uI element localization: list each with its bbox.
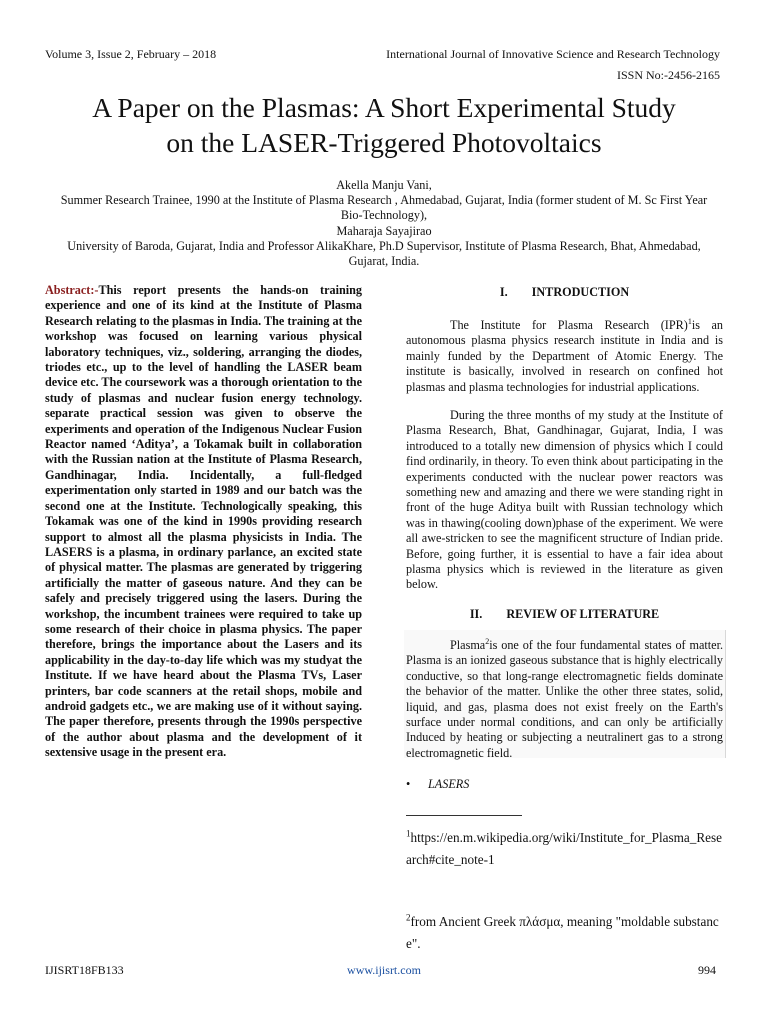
footnote-1-mark: 1 (406, 828, 411, 839)
title-line-1: A Paper on the Plasmas: A Short Experimental Study (92, 92, 676, 123)
footer-url-link[interactable]: www.ijisrt.com (347, 963, 421, 977)
affiliation-2a: University of Baroda, Gujarat, India and Professor AlikaKhare, Ph.D Supervisor, Institute of Plasma Research, Bhat, Ahmedabad, (67, 238, 701, 253)
bullet-label: LASERS (428, 777, 470, 791)
header-issn: ISSN No:-2456-2165 (616, 68, 720, 82)
footnote-2-mark: 2 (406, 912, 411, 923)
author-2: Maharaja Sayajirao (336, 223, 432, 238)
section-2-title: REVIEW OF LITERATURE (506, 607, 660, 621)
footnote-ref-1[interactable]: 1 (687, 316, 692, 326)
section-1-number: I. (499, 285, 508, 299)
author-1: Akella Manju Vani, (336, 178, 432, 192)
affiliation-1b: Bio-Technology), (340, 208, 428, 223)
review-paragraph-1: Plasma$^2$is one of the four fundamental states of matter. Plasma is an ionized gaseous substance that is highly electrically conductive, so that long-range electromagnetic fields dominate the behavior of the matter. Unlike the other three states, solid, liquid, and gas, plasma does not exist freely on the Earth's surface under normal conditions, and can only be artificially Induced by heating or subjecting a neutralinert gas to a strong electromagnetic field. (406, 636, 723, 760)
intro-paragraph-2: During the three months of my study at the Institute of Plasma Research, Bhat, Gandhinagar, Gujarat, India, I was introduced to a totally new dimension of physics which I could find ordinarily, in theory. To even think about participating in the experiments conducted with the nuclear power reactors was something new and amazing and there we were standing right in front of the huge Aditya built with Russian technology which was in thawing(cooling down)phase of the experiment. We were all awe-stricken to see the magnificent structure of Indian pride. Before, going further, it is essential to have a fair idea about plasma physics which is reviewed in the literature as given below. (406, 408, 723, 592)
header-journal: International Journal of Innovative Science and Research Technology (386, 47, 720, 61)
footnote-1 (406, 827, 724, 871)
affiliation-1a: Summer Research Trainee, 1990 at the Institute of Plasma Research , Ahmedabad, Gujarat, India (former student of M. Sc First Year (60, 193, 708, 208)
intro-paragraph-1: The Institute for Plasma Research (IPR)$^1$is an autonomous plasma physics research institute in India and is mainly funded by the Department of Atomic Energy. The institute is basically, involved in research on confined hot plasmas and plasma technologies for industrial applications. (406, 316, 723, 394)
affiliation-2b: Gujarat, India. (348, 254, 420, 269)
footnote-2 (406, 911, 724, 955)
footnote-divider (406, 815, 522, 816)
abstract-text: This report presents the hands-on training experience and one of its kind at the Institute of Plasma Research relating to the plasmas in India. The training at the workshop was focused on learning various physical laboratory techniques, viz., soldering, arranging the diodes, triodes etc., up to the level of handling the LASER beam device etc. The coursework was a thorough orientation to the study of plasmas and nuclear fusion energy technology. separate practical session was given to observe the experiments and operation of the Indigenous Nuclear Fusion Reactor named ‘Aditya’, a Tokamak built in collaboration with the Russian nation at the Institute of Plasma Research, Gandhinagar, India. Incidentally, a full-fledged experimentation only started in 1989 and our batch was the second one at the Institute. Technologically speaking, this Tokamak was one of the kind in 1990s providing research support to almost all the plasma physicists in India. The LASERS is a plasma, in ordinary parlance, an excited state of physical matter. The plasmas are generated by triggering artificially the matter of gaseous nature. And they can be safely and precisely triggered using the lasers. During the workshop, the incumbent trainees were required to take up some research of their choice in plasma physics. The paper therefore, brings the importance about the Lasers and its applicability in the day-to-day life which was my studyat the Institute. If we have heard about the Plasma TVs, Laser printers, bar code scanners at the retail shops, mobile and android gadgets etc., we are making use of it without saying. The paper therefore, presents through the 1990s perspective of the author about plasma and the development of it sextensive usage in the present era. (45, 283, 362, 760)
footnote-1-link[interactable]: https://en.m.wikipedia.org/wiki/Institute_for_Plasma_Research#cite_note-1 (406, 830, 722, 867)
footer-page-number: 994 (698, 963, 716, 977)
footnote-ref-2[interactable]: 2 (485, 636, 490, 646)
author-block (40, 178, 728, 269)
section-1-title: INTRODUCTION (531, 285, 630, 299)
section-2-number: II. (469, 607, 483, 621)
abstract (45, 283, 362, 761)
paper-title (20, 90, 748, 160)
footnote-2-text: from Ancient Greek πλάσμα, meaning "moldable substance". (406, 914, 719, 951)
footer-code: IJISRT18FB133 (45, 963, 124, 977)
bullet-dot-icon: • (406, 777, 411, 791)
abstract-label: Abstract:- (45, 283, 99, 297)
title-line-2: on the LASER-Triggered Photovoltaics (166, 127, 602, 158)
header-volume: Volume 3, Issue 2, February – 2018 (45, 47, 217, 61)
bullet-item-lasers (406, 777, 469, 792)
section-2-heading (406, 607, 723, 622)
section-1-heading (406, 285, 723, 300)
